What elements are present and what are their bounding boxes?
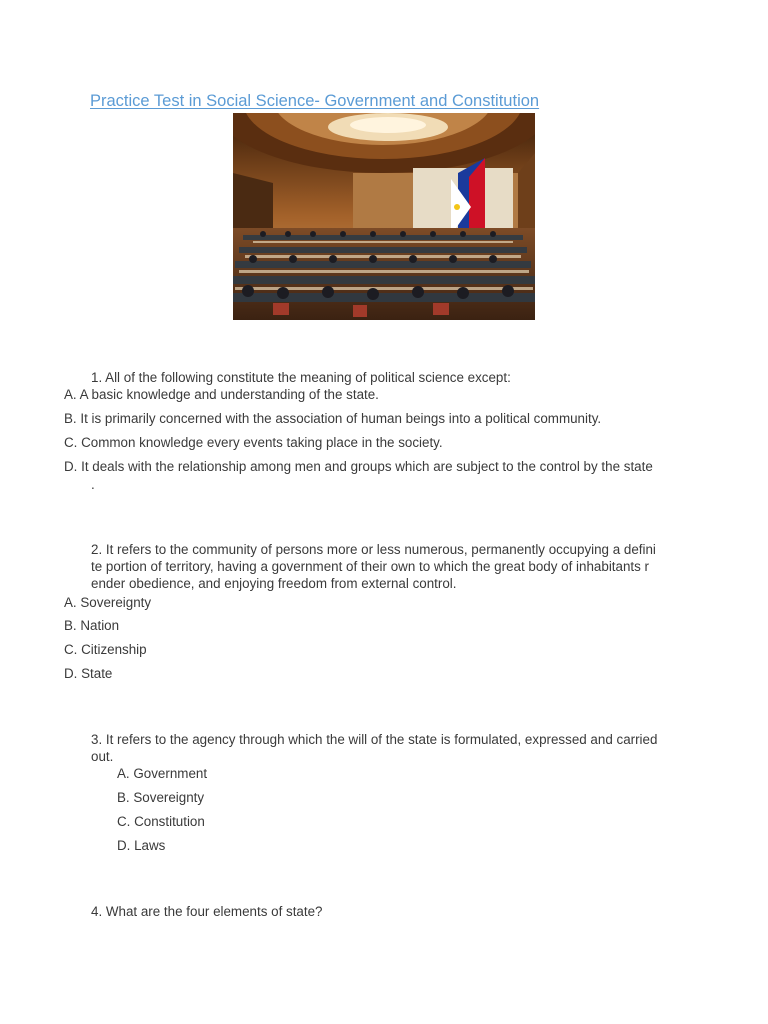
q1-option-b: B. It is primarily concerned with the association of human beings into a political community. [64,411,602,426]
q3-option-b: B. Sovereignty [117,790,205,805]
question-2-line: 2. It refers to the community of persons more or less numerous, permanently occupying a defini [91,542,656,557]
q1-option-c: C. Common knowledge every events taking place in the society. [64,435,443,450]
session-hall-photo [233,113,535,320]
q2-option-a: A. Sovereignty [64,595,152,610]
question-3-line: out. [91,749,114,764]
question-4: 4. What are the four elements of state? [91,904,323,919]
question-3 [91,731,681,765]
q2-option-b: B. Nation [64,618,120,633]
question-2-line: ender obedience, and enjoying freedom from external control. [91,576,457,591]
q1-option-d: D. It deals with the relationship among men and groups which are subject to the control by the state [64,459,653,474]
q3-option-a: A. Government [117,766,208,781]
document-title[interactable]: Practice Test in Social Science- Government and Constitution [90,92,540,110]
q2-option-c: C. Citizenship [64,642,147,657]
question-3-line: 3. It refers to the agency through which the will of the state is formulated, expressed and carried [91,732,658,747]
q2-option-d: D. State [64,666,113,681]
question-1: 1. All of the following constitute the meaning of political science except: [91,370,511,385]
question-2 [91,541,681,592]
question-2-line: te portion of territory, having a government of their own to which the great body of inhabitants r [91,559,650,574]
q3-option-c: C. Constitution [117,814,205,829]
q3-option-d: D. Laws [117,838,166,853]
q1-option-a: A. A basic knowledge and understanding of the state. [64,387,379,402]
q1-option-d-trailing: . [91,477,95,492]
